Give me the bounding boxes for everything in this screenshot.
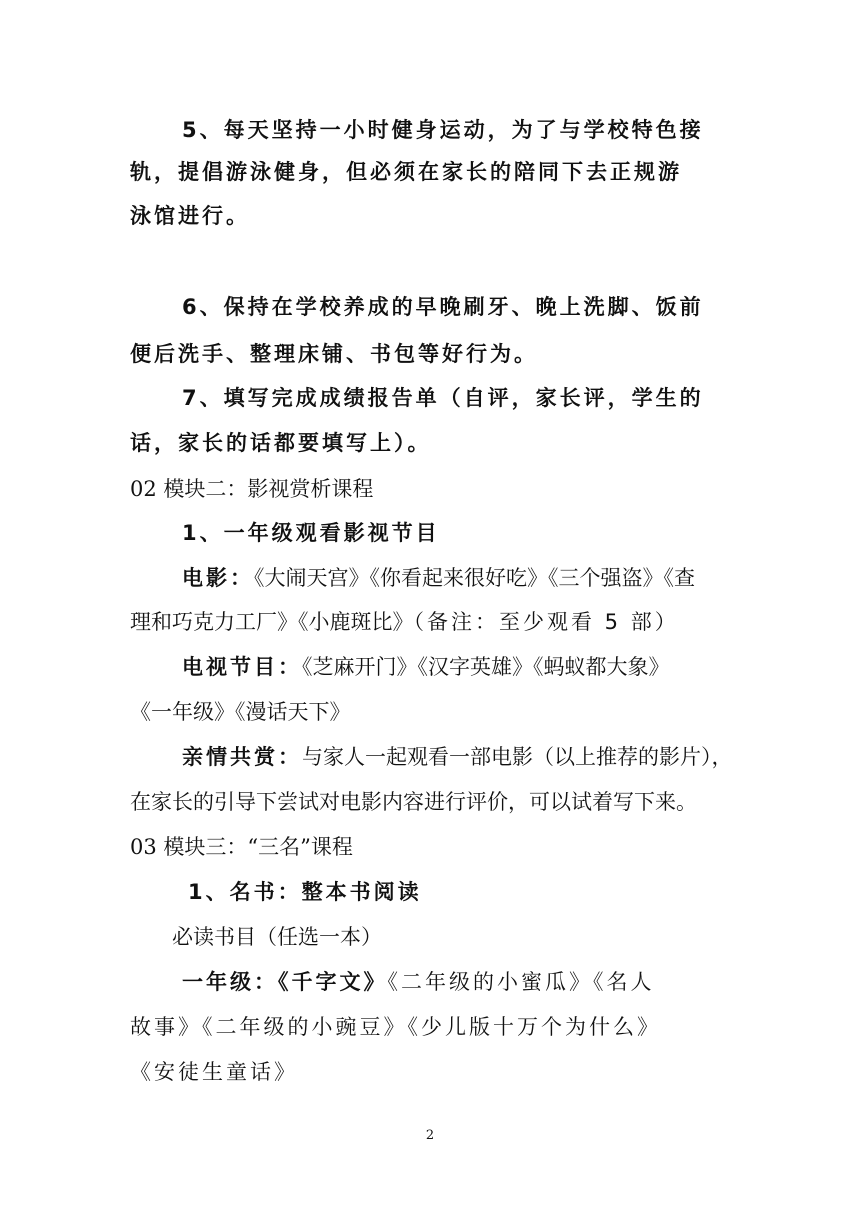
movies-list-1: 《大闹天宫》《你看起来很好吃》《三个强盗》《查 [254, 566, 695, 590]
family-line-1 [182, 742, 733, 772]
paragraph-5-line-2: 轨，提倡游泳健身，但必须在家长的陪同下去正规游 [130, 160, 682, 184]
paragraph-7-line-2: 话，家长的话都要填写上）。 [130, 431, 432, 455]
paragraph-7-line-1: 7、填写完成成绩报告单（自评，家长评，学生的 [182, 386, 704, 410]
paragraph-5-line-3: 泳馆进行。 [130, 204, 250, 228]
module-2-item-1: 1、一年级观看影视节目 [182, 521, 440, 545]
tv-list-1: 《芝麻开门》《汉字英雄》《蚂蚁都大象》 [302, 655, 670, 679]
grade-list-1: 《二年级的小蜜瓜》《名人 [387, 970, 655, 994]
family-label: 亲情共赏： [182, 745, 302, 769]
family-line-2: 在家长的引导下尝试对电影内容进行评价，可以试着写下来。 [130, 790, 697, 814]
grade-line-3: 《安徒生童话》 [130, 1060, 298, 1084]
family-text-1: 与家人一起观看一部电影（以上推荐的影片）， [302, 745, 733, 769]
tv-line-2: 《一年级》《漫话天下》 [130, 700, 351, 724]
page-number: 2 [425, 1128, 435, 1143]
tv-label: 电视节目： [182, 655, 302, 679]
module-3-heading: 03 模块三：“三名”课程 [130, 835, 353, 859]
paragraph-5-line-1: 5、每天坚持一小时健身运动，为了与学校特色接 [182, 118, 704, 142]
movies-list-2: 理和巧克力工厂》《小鹿斑比》 [130, 610, 414, 634]
movies-note: （备注：至少观看 5 部） [413, 610, 679, 634]
paragraph-6-line-2: 便后洗手、整理床铺、书包等好行为。 [130, 342, 538, 366]
required-books: 必读书目（任选一本） [172, 925, 382, 949]
movies-label: 电影： [182, 566, 254, 590]
paragraph-6-line-1: 6、保持在学校养成的早晚刷牙、晚上洗脚、饭前 [182, 295, 704, 319]
grade-line-1 [182, 967, 655, 997]
grade-bold-title: 《千字文》 [278, 970, 388, 994]
module-2-heading: 02 模块二：影视赏析课程 [130, 477, 374, 501]
module-3-item-1: 1、名书：整本书阅读 [188, 880, 422, 904]
grade-line-2: 故事》《二年级的小豌豆》《少儿版十万个为什么》 [130, 1015, 661, 1039]
movies-line-2 [130, 607, 679, 637]
tv-line-1 [182, 652, 670, 682]
grade-label: 一年级： [182, 970, 278, 994]
movies-line-1 [182, 563, 695, 593]
